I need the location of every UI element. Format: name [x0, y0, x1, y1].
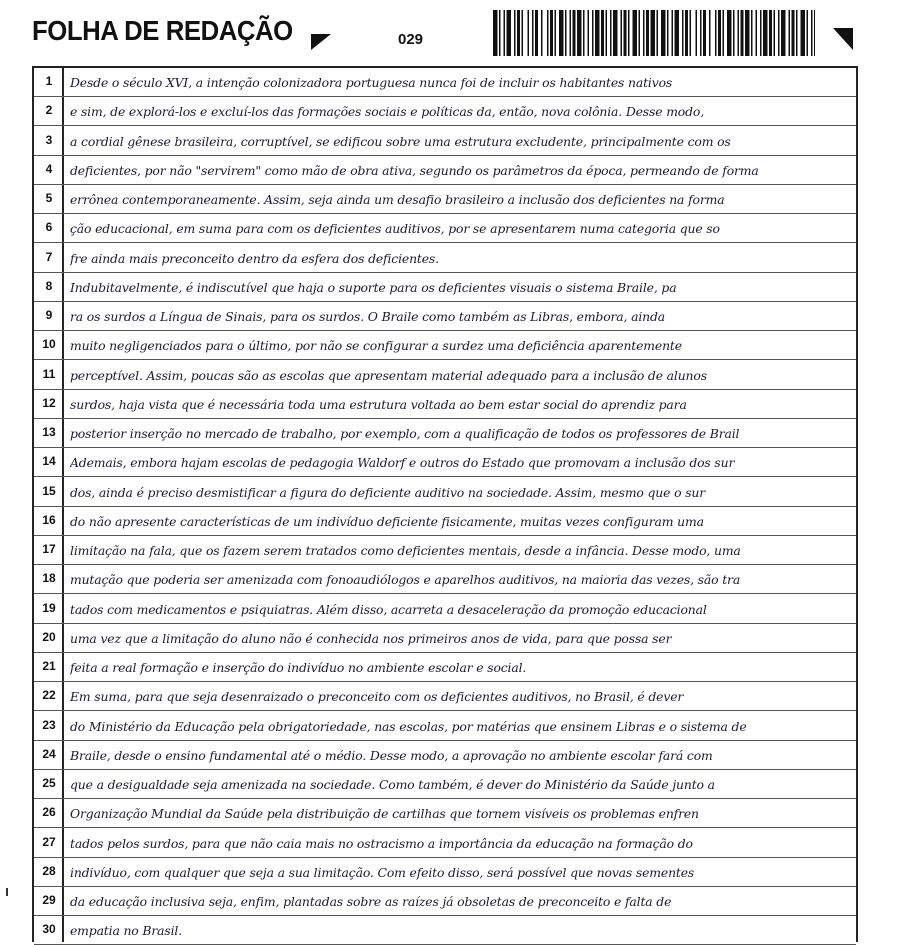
margin-mark	[6, 888, 8, 896]
barcode-bar	[514, 10, 516, 56]
barcode-bar	[723, 10, 725, 56]
barcode-bar	[672, 10, 674, 56]
line-number: 3	[45, 132, 53, 147]
barcode-bar	[774, 10, 776, 56]
line-number: 23	[42, 717, 56, 732]
line-number: 27	[42, 834, 56, 849]
essay-line	[34, 682, 856, 711]
essay-line	[34, 331, 856, 360]
line-number: 14	[42, 454, 56, 469]
barcode-bar	[709, 10, 711, 56]
line-number: 20	[42, 629, 56, 644]
barcode-bar	[751, 10, 753, 56]
essay-line	[34, 887, 856, 916]
line-number: 10	[42, 337, 56, 352]
essay-line	[34, 565, 856, 594]
handwritten-text: ção educacional, em suma para com os deficientes auditivos, por se apresentarem numa categoria que so	[70, 221, 720, 237]
line-number: 26	[42, 805, 56, 820]
handwritten-text: do Ministério da Educação pela obrigatoriedade, nas escolas, por matérias que ensinem Libras e o sistema de	[70, 718, 747, 734]
barcode-bar	[796, 10, 798, 56]
line-number: 2	[45, 103, 53, 118]
barcode-bar	[733, 10, 735, 56]
barcode-bar	[517, 10, 520, 56]
barcode-bar	[718, 10, 721, 56]
barcode-bar	[583, 10, 585, 56]
handwritten-text: fre ainda mais preconceito dentro da esfera dos deficientes.	[70, 250, 439, 266]
barcode-bar	[639, 10, 641, 56]
barcode-bar	[801, 10, 806, 56]
barcode-bar	[547, 10, 549, 56]
sheet-title: FOLHA DE REDAÇÃO	[32, 15, 293, 46]
barcode-bar	[643, 10, 645, 56]
handwritten-text: do não apresente características de um indivíduo deficiente fisicamente, muitas vezes configuram uma	[70, 513, 704, 529]
barcode-bar	[621, 10, 623, 56]
handwritten-text: e sim, de explorá-los e excluí-los das formações sociais e políticas da, então, nova colônia. Desse modo,	[70, 104, 704, 120]
barcode-bar	[682, 10, 684, 56]
line-number: 13	[42, 425, 56, 439]
barcode	[493, 10, 815, 56]
barcode-bar	[573, 10, 576, 56]
handwritten-text: Em suma, para que seja desenraizado o preconceito com os deficientes auditivos, no Brasil, é dever	[70, 689, 684, 705]
barcode-bar	[778, 10, 780, 56]
handwritten-text: a cordial gênese brasileira, corruptível, se edificou sobre uma estrutura excludente, principalmente com os	[70, 133, 731, 149]
handwritten-text: da educação inclusiva seja, enfim, plantadas sobre as raízes já obsoletas de preconceito e falta de	[70, 894, 672, 909]
line-number: 16	[42, 512, 56, 527]
handwritten-text: surdos, haja vista que é necessária toda uma estrutura voltada ao bem estar social do aprendiz para	[70, 396, 687, 412]
handwritten-text: Desde o século XVI, a intenção colonizadora portuguesa nunca foi de incluir os habitantes nativos	[70, 75, 673, 90]
barcode-bar	[814, 10, 815, 56]
essay-line	[34, 653, 856, 682]
barcode-bar	[633, 10, 638, 56]
barcode-bar	[592, 10, 594, 56]
line-number: 11	[42, 366, 56, 381]
barcode-bar	[781, 10, 786, 56]
essay-line	[34, 536, 856, 565]
barcode-bar	[499, 10, 501, 56]
barcode-bar	[690, 10, 692, 56]
barcode-bar	[624, 10, 627, 56]
line-number: 19	[42, 600, 56, 615]
barcode-bar	[792, 10, 795, 56]
barcode-bar	[657, 10, 659, 56]
sheet-number: 029	[398, 31, 424, 48]
handwritten-text: muito negligenciados para o último, por não se configurar a surdez uma deficiência aparentemente	[70, 338, 682, 354]
handwritten-text: posterior inserção no mercado de trabalho, por exemplo, com a qualificação de todos os professores de Brail	[70, 426, 740, 441]
essay-line	[34, 390, 856, 419]
barcode-bar	[811, 10, 813, 56]
barcode-bar	[628, 10, 630, 56]
essay-line	[34, 185, 856, 214]
barcode-bar	[700, 10, 702, 56]
barcode-bar	[807, 10, 809, 56]
corner-registration-mark-icon	[833, 28, 853, 50]
barcode-bar	[756, 10, 758, 56]
essay-line	[34, 624, 856, 653]
line-number: 9	[45, 308, 53, 322]
handwritten-text: uma vez que a limitação do aluno não é conhecida nos primeiros anos de vida, para que possa ser	[70, 630, 672, 646]
essay-line	[34, 858, 856, 887]
barcode-bar	[661, 10, 666, 56]
barcode-bar	[550, 10, 553, 56]
barcode-bar	[685, 10, 688, 56]
handwritten-text: empatia no Brasil.	[70, 923, 182, 939]
barcode-bar	[570, 10, 572, 56]
barcode-bar	[789, 10, 791, 56]
barcode-bar	[528, 10, 530, 56]
handwritten-text: dos, ainda é preciso desmistificar a figura do deficiente auditivo na sociedade. Assim, mesmo que o sur	[70, 484, 706, 500]
handwritten-text: Braile, desde o ensino fundamental até o médio. Desse modo, a aprovação no ambiente escolar fará com	[70, 747, 713, 763]
line-number: 5	[45, 191, 53, 205]
barcode-bar	[493, 10, 498, 56]
line-number: 6	[45, 220, 53, 235]
line-number: 30	[42, 922, 56, 937]
barcode-bar	[646, 10, 649, 56]
barcode-bar	[696, 10, 698, 56]
line-number: 15	[42, 483, 56, 498]
essay-line	[34, 244, 856, 273]
essay-line	[34, 595, 856, 624]
handwritten-text: tados pelos surdos, para que não caia mais no ostracismo a importância da educação na formação do	[70, 835, 693, 851]
essay-line	[34, 273, 856, 302]
handwritten-text: mutação que poderia ser amenizada com fonoaudiólogos e aparelhos auditivos, na maioria das vezes, são tra	[70, 572, 741, 588]
handwritten-text: deficientes, por não "servirem" como mão de obra ativa, segundo os parâmetros da época, permeando de forma	[70, 162, 759, 178]
barcode-bar	[507, 10, 512, 56]
barcode-bar	[667, 10, 669, 56]
barcode-bar	[535, 10, 538, 56]
barcode-bar	[769, 10, 772, 56]
barcode-bar	[565, 10, 567, 56]
line-number: 25	[42, 776, 56, 790]
line-number: 24	[42, 746, 56, 761]
barcode-bar	[541, 10, 543, 56]
essay-line	[34, 448, 856, 477]
essay-line	[34, 770, 856, 799]
essay-line	[34, 419, 856, 448]
handwritten-text: tados com medicamentos e psiquiatras. Além disso, acarreta a desaceleração da promoção educacional	[70, 601, 707, 617]
handwritten-text: errônea contemporaneamente. Assim, seja ainda um desafio brasileiro a inclusão dos deficientes na forma	[70, 192, 725, 207]
line-number: 18	[42, 571, 56, 586]
essay-line	[34, 712, 856, 741]
barcode-bar	[651, 10, 656, 56]
line-number: 29	[42, 893, 56, 907]
line-number: 28	[42, 863, 56, 878]
handwritten-text: ra os surdos a Língua de Sinais, para os surdos. O Braile como também as Libras, embora, ainda	[70, 309, 666, 324]
barcode-bar	[588, 10, 590, 56]
barcode-bar	[504, 10, 506, 56]
answer-sheet	[32, 66, 858, 942]
handwritten-text: perceptível. Assim, poucas são as escolas que apresentam material adequado para a inclusão de alunos	[70, 367, 707, 383]
barcode-bar	[555, 10, 557, 56]
line-number: 7	[45, 249, 53, 264]
handwritten-text: limitação na fala, que os fazem serem tratados como deficientes mentais, desde a infância. Desse modo, uma	[70, 543, 741, 558]
barcode-bar	[763, 10, 768, 56]
barcode-bar	[715, 10, 717, 56]
line-number: 22	[42, 688, 56, 703]
barcode-bar	[738, 10, 740, 56]
corner-registration-mark-icon	[311, 34, 331, 50]
handwritten-text: Indubitavelmente, é indiscutível que haja o suporte para os deficientes visuais o sistema Braile, pa	[70, 279, 677, 295]
barcode-bar	[577, 10, 582, 56]
barcode-bar	[522, 10, 524, 56]
barcode-bar	[559, 10, 564, 56]
barcode-bar	[675, 10, 680, 56]
essay-line	[34, 741, 856, 770]
essay-line	[34, 916, 856, 945]
barcode-bar	[745, 10, 750, 56]
essay-line	[34, 302, 856, 331]
handwritten-text: feita a real formação e inserção do indivíduo no ambiente escolar e social.	[70, 660, 527, 675]
line-number: 1	[45, 74, 53, 88]
barcode-bar	[606, 10, 608, 56]
essay-line	[34, 127, 856, 156]
essay-line	[34, 478, 856, 507]
handwritten-text: Ademais, embora hajam escolas de pedagogia Waldorf e outros do Estado que promovam a inclusão dos sur	[70, 455, 735, 471]
sheet-header	[0, 0, 900, 66]
barcode-bar	[703, 10, 706, 56]
essay-line	[34, 156, 856, 185]
essay-line	[34, 97, 856, 126]
barcode-bar	[595, 10, 600, 56]
barcode-bar	[727, 10, 732, 56]
line-number: 8	[45, 278, 53, 293]
handwritten-text: que a desigualdade seja amenizada na sociedade. Como também, é dever do Ministério da Saúde junto a	[70, 777, 715, 792]
line-number: 12	[42, 395, 56, 410]
line-number: 4	[45, 161, 53, 176]
line-number: 17	[42, 542, 56, 556]
barcode-bar	[601, 10, 604, 56]
essay-line	[34, 799, 856, 828]
line-number: 21	[42, 659, 56, 673]
barcode-bar	[741, 10, 744, 56]
handwritten-text: indivíduo, com qualquer que seja a sua limitação. Com efeito disso, será possível que novas sementes	[70, 864, 695, 880]
handwritten-text: Organização Mundial da Saúde pela distribuição de cartilhas que tornem visíveis os problemas enfren	[70, 806, 699, 822]
barcode-bar	[613, 10, 618, 56]
essay-line	[34, 507, 856, 536]
barcode-bar	[760, 10, 762, 56]
essay-line	[34, 214, 856, 243]
barcode-bar	[610, 10, 612, 56]
essay-line	[34, 68, 856, 97]
essay-line	[34, 361, 856, 390]
barcode-bar	[532, 10, 534, 56]
essay-line	[34, 829, 856, 858]
